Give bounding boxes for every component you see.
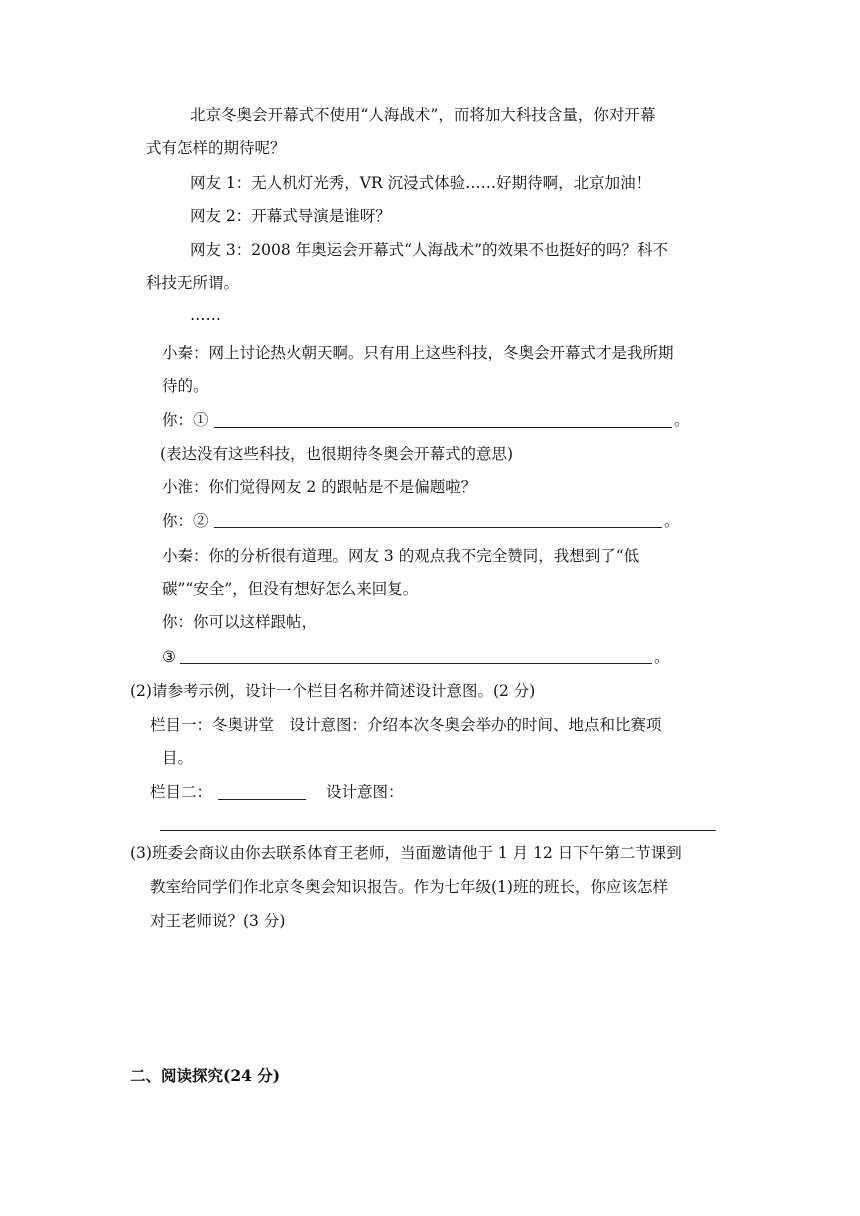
xiaoqin-1-line-1: 小秦：网上讨论热火朝天啊。只有用上这些科技，冬奥会开幕式才是我所期 [162, 344, 674, 362]
netizen-1: 网友 1：无人机灯光秀，VR 沉浸式体验……好期待啊，北京加油！ [190, 174, 652, 192]
netizen-3-line-2: 科技无所谓。 [146, 274, 240, 292]
question-3-line-1: (3)班委会商议由你去联系体育王老师，当面邀请他于 1 月 12 日下午第二节课到 [130, 844, 682, 862]
xiaoqin-1-line-2: 待的。 [162, 377, 209, 395]
q2-column-2-label: 栏目二： [150, 783, 213, 801]
intro-line-2: 式有怎样的期待呢？ [146, 139, 286, 157]
intro-line-1: 北京冬奥会开幕式不使用“人海战术”，而将加大科技含量，你对开幕 [190, 106, 656, 124]
q2-example-line-1: 栏目一：冬奥讲堂 设计意图：介绍本次冬奥会举办的时间、地点和比赛项 [150, 716, 662, 734]
mark-3: ③ [162, 648, 176, 666]
q2-example-line-2: 目。 [162, 749, 194, 767]
ellipsis: …… [190, 306, 221, 324]
answer-blank-3[interactable] [180, 663, 652, 664]
hint-1: (表达没有这些科技，也很期待冬奥会开幕式的意思) [160, 445, 514, 463]
you-3-line: 你：你可以这样跟帖， [162, 613, 318, 631]
question-2: (2)请参考示例，设计一个栏目名称并简述设计意图。(2 分) [130, 682, 536, 700]
answer-blank-1[interactable] [214, 427, 672, 428]
column-name-blank[interactable] [218, 799, 306, 800]
xiaohuai-line: 小淮：你们觉得网友 2 的跟帖是不是偏题啦？ [162, 478, 477, 496]
design-intent-blank[interactable] [160, 830, 716, 831]
q2-column-2-intent-label: 设计意图： [326, 783, 404, 801]
question-3-line-3: 对王老师说？(3 分) [150, 912, 286, 930]
question-3-line-2: 教室给同学们作北京冬奥会知识报告。作为七年级(1)班的班长，你应该怎样 [150, 878, 668, 896]
section-2-heading: 二、阅读探究(24 分) [130, 1066, 281, 1085]
period-1: 。 [674, 411, 690, 429]
period-2: 。 [664, 512, 680, 530]
netizen-2: 网友 2：开幕式导演是谁呀？ [190, 207, 391, 225]
you-2-prefix: 你：② [162, 512, 209, 530]
period-3: 。 [654, 648, 670, 666]
you-1-prefix: 你：① [162, 411, 209, 429]
xiaoqin-2-line-2: 碳”“安全”，但没有想好怎么来回复。 [162, 580, 419, 598]
netizen-3-line-1: 网友 3：2008 年奥运会开幕式“人海战术”的效果不也挺好的吗？科不 [190, 241, 669, 259]
xiaoqin-2-line-1: 小秦：你的分析很有道理。网友 3 的观点我不完全赞同，我想到了“低 [162, 547, 640, 565]
answer-blank-2[interactable] [214, 527, 662, 528]
